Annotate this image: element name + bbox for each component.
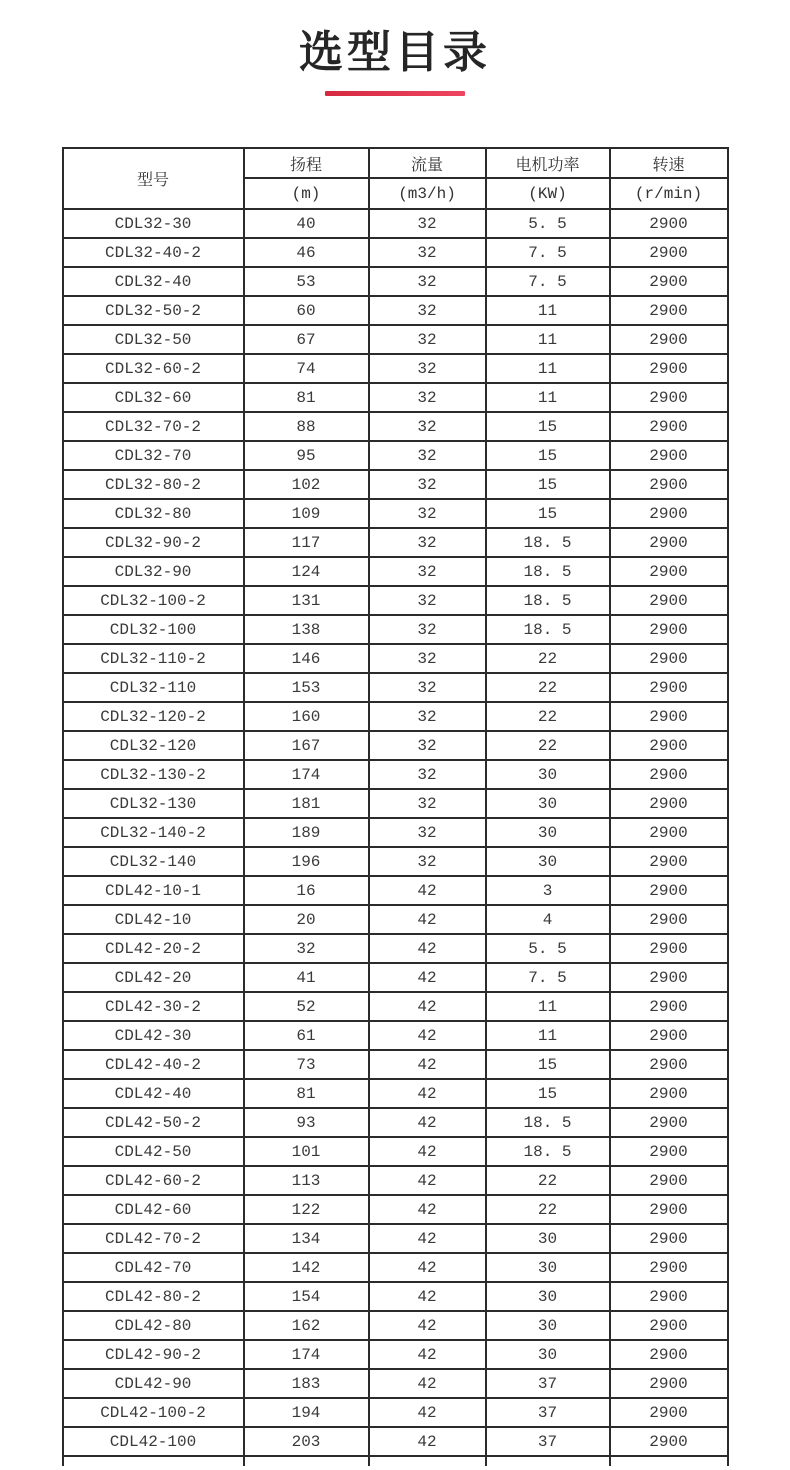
header-label-row	[63, 148, 728, 178]
cell-speed: 2900	[610, 354, 728, 383]
cell-power: 22	[486, 673, 610, 702]
table-row	[63, 847, 728, 876]
column-header-model: 型号	[63, 148, 244, 209]
column-unit-flow: (m3/h)	[369, 178, 486, 209]
cell-head: 162	[244, 1311, 369, 1340]
table-row	[63, 441, 728, 470]
cell-speed: 2900	[610, 644, 728, 673]
cell-model: CDL32-50	[63, 325, 244, 354]
cell-speed: 2900	[610, 702, 728, 731]
table-row	[63, 209, 728, 238]
cell-flow: 42	[369, 1137, 486, 1166]
cell-flow: 42	[369, 1195, 486, 1224]
cell-head: 40	[244, 209, 369, 238]
cell-flow: 32	[369, 528, 486, 557]
table-row	[63, 499, 728, 528]
cell-power: 11	[486, 354, 610, 383]
cell-model: CDL32-100-2	[63, 586, 244, 615]
table-row	[63, 528, 728, 557]
cell-flow: 32	[369, 267, 486, 296]
cell-flow: 32	[369, 586, 486, 615]
cell-head: 41	[244, 963, 369, 992]
cell-flow: 32	[369, 296, 486, 325]
cell-power: 5. 5	[486, 209, 610, 238]
cell-head: 95	[244, 441, 369, 470]
cell-head: 183	[244, 1369, 369, 1398]
cell-speed: 2900	[610, 760, 728, 789]
cell-model: CDL32-80	[63, 499, 244, 528]
cell-speed: 2900	[610, 1137, 728, 1166]
cell-flow: 32	[369, 847, 486, 876]
cell-model: CDL32-50-2	[63, 296, 244, 325]
cell-head: 167	[244, 731, 369, 760]
table-row	[63, 905, 728, 934]
cell-power: 37	[486, 1398, 610, 1427]
cell-flow: 42	[369, 876, 486, 905]
cell-power: 15	[486, 1079, 610, 1108]
cell-speed: 2900	[610, 818, 728, 847]
cell-model: CDL32-40	[63, 267, 244, 296]
cell-power: 30	[486, 1282, 610, 1311]
cell-model: CDL32-70-2	[63, 412, 244, 441]
cell-power: 18. 5	[486, 1108, 610, 1137]
table-header	[63, 148, 728, 209]
cell-head: 153	[244, 673, 369, 702]
cell-flow: 42	[369, 1311, 486, 1340]
cell-head: 20	[244, 905, 369, 934]
cell-head: 181	[244, 789, 369, 818]
cell-head: 160	[244, 702, 369, 731]
cell-model: CDL42-80	[63, 1311, 244, 1340]
cell-speed: 2900	[610, 1050, 728, 1079]
cell-speed: 2900	[610, 296, 728, 325]
cell-flow: 42	[369, 992, 486, 1021]
selection-table	[62, 147, 729, 1466]
cell-flow: 42	[369, 1253, 486, 1282]
table-body	[63, 209, 728, 1466]
page-title: 选型目录	[299, 28, 491, 77]
cell-speed: 2900	[610, 963, 728, 992]
cell-model: CDL32-110-2	[63, 644, 244, 673]
cell-head: 93	[244, 1108, 369, 1137]
cell-power: 18. 5	[486, 586, 610, 615]
cell-model: CDL42-90	[63, 1369, 244, 1398]
table-row	[63, 934, 728, 963]
cell-speed: 2900	[610, 876, 728, 905]
cell-speed: 2900	[610, 1253, 728, 1282]
cell-flow: 32	[369, 209, 486, 238]
cell-head: 113	[244, 1166, 369, 1195]
cell-speed: 2900	[610, 905, 728, 934]
table-row	[63, 1253, 728, 1282]
cell-power: 30	[486, 847, 610, 876]
cell-model: CDL32-30	[63, 209, 244, 238]
table-row	[63, 702, 728, 731]
cell-speed: 2900	[610, 1021, 728, 1050]
cell-head: 52	[244, 992, 369, 1021]
cell-speed: 2900	[610, 209, 728, 238]
cell-model: CDL42-40	[63, 1079, 244, 1108]
cell-empty	[369, 1456, 486, 1466]
cell-flow: 32	[369, 238, 486, 267]
cell-model: CDL42-20	[63, 963, 244, 992]
cell-head: 88	[244, 412, 369, 441]
cell-speed: 2900	[610, 528, 728, 557]
cell-flow: 32	[369, 731, 486, 760]
cell-empty	[486, 1456, 610, 1466]
cell-power: 11	[486, 296, 610, 325]
column-unit-head: (m)	[244, 178, 369, 209]
title-underline	[325, 91, 465, 96]
cell-model: CDL42-50-2	[63, 1108, 244, 1137]
cell-head: 142	[244, 1253, 369, 1282]
cell-power: 15	[486, 441, 610, 470]
cell-speed: 2900	[610, 557, 728, 586]
table-row	[63, 760, 728, 789]
cell-speed: 2900	[610, 1195, 728, 1224]
cell-flow: 32	[369, 441, 486, 470]
cell-power: 15	[486, 1050, 610, 1079]
cell-speed: 2900	[610, 238, 728, 267]
cell-model: CDL32-80-2	[63, 470, 244, 499]
cell-head: 74	[244, 354, 369, 383]
cell-model: CDL42-70-2	[63, 1224, 244, 1253]
cell-flow: 32	[369, 325, 486, 354]
table-row	[63, 412, 728, 441]
table-row	[63, 731, 728, 760]
cell-head: 81	[244, 1079, 369, 1108]
cell-power: 37	[486, 1427, 610, 1456]
cell-flow: 32	[369, 615, 486, 644]
table-row	[63, 354, 728, 383]
cell-flow: 42	[369, 1369, 486, 1398]
cell-head: 203	[244, 1427, 369, 1456]
cell-empty	[610, 1456, 728, 1466]
cell-power: 15	[486, 470, 610, 499]
cell-model: CDL32-110	[63, 673, 244, 702]
cell-head: 154	[244, 1282, 369, 1311]
cell-power: 30	[486, 1311, 610, 1340]
cell-speed: 2900	[610, 1282, 728, 1311]
cell-flow: 42	[369, 1108, 486, 1137]
cell-flow: 32	[369, 499, 486, 528]
table-row	[63, 1398, 728, 1427]
table-row-partial	[63, 1456, 728, 1466]
cell-flow: 42	[369, 1050, 486, 1079]
cell-speed: 2900	[610, 1224, 728, 1253]
cell-speed: 2900	[610, 1398, 728, 1427]
cell-power: 37	[486, 1369, 610, 1398]
table-row	[63, 818, 728, 847]
cell-power: 18. 5	[486, 1137, 610, 1166]
table-row	[63, 470, 728, 499]
cell-head: 73	[244, 1050, 369, 1079]
cell-power: 4	[486, 905, 610, 934]
cell-empty	[63, 1456, 244, 1466]
cell-flow: 32	[369, 470, 486, 499]
table-row	[63, 1340, 728, 1369]
cell-head: 16	[244, 876, 369, 905]
cell-speed: 2900	[610, 934, 728, 963]
column-unit-speed: (r/min)	[610, 178, 728, 209]
cell-flow: 42	[369, 905, 486, 934]
cell-power: 11	[486, 383, 610, 412]
table-row	[63, 1369, 728, 1398]
cell-speed: 2900	[610, 1427, 728, 1456]
cell-power: 7. 5	[486, 238, 610, 267]
table-row	[63, 992, 728, 1021]
table-row	[63, 1021, 728, 1050]
table-row	[63, 325, 728, 354]
cell-model: CDL42-70	[63, 1253, 244, 1282]
cell-speed: 2900	[610, 615, 728, 644]
cell-power: 11	[486, 1021, 610, 1050]
cell-power: 15	[486, 499, 610, 528]
cell-flow: 32	[369, 354, 486, 383]
cell-power: 7. 5	[486, 963, 610, 992]
cell-power: 22	[486, 731, 610, 760]
cell-model: CDL32-140	[63, 847, 244, 876]
cell-model: CDL42-50	[63, 1137, 244, 1166]
cell-head: 122	[244, 1195, 369, 1224]
cell-model: CDL32-140-2	[63, 818, 244, 847]
cell-model: CDL32-70	[63, 441, 244, 470]
cell-power: 30	[486, 760, 610, 789]
cell-head: 81	[244, 383, 369, 412]
cell-power: 30	[486, 1224, 610, 1253]
cell-power: 3	[486, 876, 610, 905]
cell-power: 22	[486, 1166, 610, 1195]
cell-head: 146	[244, 644, 369, 673]
cell-head: 196	[244, 847, 369, 876]
cell-head: 67	[244, 325, 369, 354]
table-row	[63, 789, 728, 818]
cell-head: 101	[244, 1137, 369, 1166]
cell-flow: 42	[369, 1021, 486, 1050]
cell-power: 18. 5	[486, 557, 610, 586]
cell-flow: 32	[369, 673, 486, 702]
column-header-head: 扬程	[244, 148, 369, 178]
cell-flow: 42	[369, 1224, 486, 1253]
table-row	[63, 1108, 728, 1137]
cell-model: CDL32-130	[63, 789, 244, 818]
cell-head: 53	[244, 267, 369, 296]
cell-power: 22	[486, 702, 610, 731]
cell-model: CDL42-80-2	[63, 1282, 244, 1311]
cell-model: CDL42-10	[63, 905, 244, 934]
table-row	[63, 673, 728, 702]
cell-power: 30	[486, 1253, 610, 1282]
table-row	[63, 876, 728, 905]
cell-flow: 42	[369, 934, 486, 963]
cell-flow: 42	[369, 1340, 486, 1369]
cell-model: CDL42-100	[63, 1427, 244, 1456]
cell-speed: 2900	[610, 992, 728, 1021]
table-row	[63, 1166, 728, 1195]
cell-model: CDL42-90-2	[63, 1340, 244, 1369]
cell-speed: 2900	[610, 470, 728, 499]
cell-head: 60	[244, 296, 369, 325]
cell-speed: 2900	[610, 1108, 728, 1137]
cell-model: CDL32-60-2	[63, 354, 244, 383]
table-row	[63, 1195, 728, 1224]
cell-head: 109	[244, 499, 369, 528]
cell-model: CDL42-10-1	[63, 876, 244, 905]
cell-flow: 42	[369, 1398, 486, 1427]
table-row	[63, 963, 728, 992]
cell-model: CDL42-100-2	[63, 1398, 244, 1427]
cell-power: 5. 5	[486, 934, 610, 963]
cell-flow: 32	[369, 702, 486, 731]
cell-power: 15	[486, 412, 610, 441]
cell-flow: 32	[369, 383, 486, 412]
cell-model: CDL42-60	[63, 1195, 244, 1224]
cell-model: CDL32-120	[63, 731, 244, 760]
table-row	[63, 644, 728, 673]
cell-model: CDL42-30-2	[63, 992, 244, 1021]
table-row	[63, 1224, 728, 1253]
cell-model: CDL42-20-2	[63, 934, 244, 963]
table-row	[63, 615, 728, 644]
cell-head: 138	[244, 615, 369, 644]
cell-speed: 2900	[610, 499, 728, 528]
cell-power: 30	[486, 789, 610, 818]
column-unit-power: (KW)	[486, 178, 610, 209]
cell-speed: 2900	[610, 1369, 728, 1398]
cell-head: 134	[244, 1224, 369, 1253]
column-header-power: 电机功率	[486, 148, 610, 178]
cell-power: 11	[486, 325, 610, 354]
cell-power: 11	[486, 992, 610, 1021]
cell-flow: 32	[369, 644, 486, 673]
cell-speed: 2900	[610, 847, 728, 876]
cell-speed: 2900	[610, 673, 728, 702]
table-row	[63, 1427, 728, 1456]
cell-model: CDL32-90	[63, 557, 244, 586]
cell-speed: 2900	[610, 731, 728, 760]
table-row	[63, 557, 728, 586]
cell-speed: 2900	[610, 267, 728, 296]
cell-power: 18. 5	[486, 528, 610, 557]
cell-head: 174	[244, 760, 369, 789]
cell-flow: 42	[369, 1282, 486, 1311]
cell-head: 124	[244, 557, 369, 586]
cell-model: CDL42-30	[63, 1021, 244, 1050]
cell-flow: 32	[369, 760, 486, 789]
page-header	[0, 0, 790, 96]
table-row	[63, 1282, 728, 1311]
column-header-flow: 流量	[369, 148, 486, 178]
cell-flow: 42	[369, 1166, 486, 1195]
cell-power: 22	[486, 1195, 610, 1224]
cell-power: 30	[486, 1340, 610, 1369]
cell-model: CDL32-60	[63, 383, 244, 412]
cell-model: CDL42-40-2	[63, 1050, 244, 1079]
cell-head: 194	[244, 1398, 369, 1427]
cell-model: CDL32-40-2	[63, 238, 244, 267]
column-header-speed: 转速	[610, 148, 728, 178]
cell-flow: 32	[369, 818, 486, 847]
cell-head: 102	[244, 470, 369, 499]
cell-model: CDL32-120-2	[63, 702, 244, 731]
cell-speed: 2900	[610, 383, 728, 412]
cell-flow: 42	[369, 1427, 486, 1456]
cell-speed: 2900	[610, 1079, 728, 1108]
table-row	[63, 586, 728, 615]
table-row	[63, 1050, 728, 1079]
table-row	[63, 296, 728, 325]
table-row	[63, 1311, 728, 1340]
table-row	[63, 238, 728, 267]
cell-flow: 32	[369, 557, 486, 586]
cell-speed: 2900	[610, 1340, 728, 1369]
cell-speed: 2900	[610, 586, 728, 615]
cell-model: CDL42-60-2	[63, 1166, 244, 1195]
cell-flow: 32	[369, 789, 486, 818]
cell-speed: 2900	[610, 789, 728, 818]
cell-head: 174	[244, 1340, 369, 1369]
table-row	[63, 1137, 728, 1166]
cell-model: CDL32-100	[63, 615, 244, 644]
cell-speed: 2900	[610, 1311, 728, 1340]
table-row	[63, 1079, 728, 1108]
cell-speed: 2900	[610, 412, 728, 441]
cell-model: CDL32-90-2	[63, 528, 244, 557]
cell-head: 131	[244, 586, 369, 615]
cell-speed: 2900	[610, 325, 728, 354]
cell-head: 117	[244, 528, 369, 557]
table-row	[63, 267, 728, 296]
cell-power: 7. 5	[486, 267, 610, 296]
cell-flow: 42	[369, 963, 486, 992]
cell-speed: 2900	[610, 1166, 728, 1195]
cell-head: 61	[244, 1021, 369, 1050]
cell-power: 30	[486, 818, 610, 847]
cell-power: 18. 5	[486, 615, 610, 644]
cell-model: CDL32-130-2	[63, 760, 244, 789]
cell-empty	[244, 1456, 369, 1466]
cell-head: 32	[244, 934, 369, 963]
cell-flow: 42	[369, 1079, 486, 1108]
cell-head: 46	[244, 238, 369, 267]
cell-flow: 32	[369, 412, 486, 441]
cell-power: 22	[486, 644, 610, 673]
cell-head: 189	[244, 818, 369, 847]
cell-speed: 2900	[610, 441, 728, 470]
table-row	[63, 383, 728, 412]
